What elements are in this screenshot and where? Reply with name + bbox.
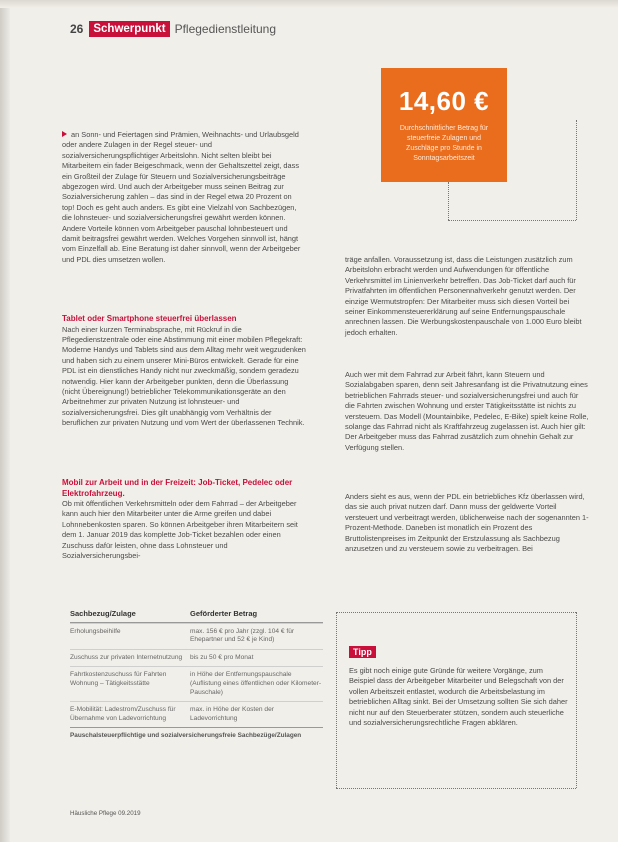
right-paragraph-1: träge anfallen. Voraussetzung ist, dass die Leistungen zusätzlich zum Arbeitslohn erbracht werden und Aufwendungen für öffentliche Verkehrsmittel im Linienverkehr betreffen. Das Job-Ticket darf auch für Privatfahrten im öffentlichen Personennahverkehr genutzt werden. Der einzige Wermutstropfen: Der Mitarbeiter muss sich diesen Vorteil bei seiner Einkommensteuererklärung auf seine Entfernungspauschale anrechnen lassen. Die Werbungskostenpauschale von 1.000 Euro bleibt jedoch erhalten. <box>345 255 582 337</box>
table-cell-amount: bis zu 50 € pro Monat <box>190 653 254 661</box>
dotted-connector-horizontal <box>448 220 576 221</box>
page-edge-shadow <box>0 0 10 842</box>
table-cell-amount: in Höhe der Entfernungspauschale (Auflistung eines öffentlichen oder Kilometer-Pauschale) <box>190 671 322 696</box>
table-row <box>70 649 323 667</box>
left-column <box>62 130 306 265</box>
page-number: 26 <box>70 22 84 36</box>
table-row <box>70 666 323 701</box>
tip-box-border-bottom <box>336 788 576 789</box>
table-cell-benefit: Erholungsbeihilfe <box>70 627 121 635</box>
table-cell-benefit: Fahrtkostenzuschuss für Fahrten Wohnung – Tätigkeitsstätte <box>70 671 167 687</box>
benefits-table <box>70 606 323 739</box>
price-highlight-box <box>381 68 507 182</box>
tip-text: Es gibt noch einige gute Gründe für weitere Vorgänge, zum Beispiel dass der Arbeitgeber Mitarbeiter und Belegschaft von der vollen Arbeitszeit entlastet, wodurch die Arbeitsbelastung im betrieblichen Alltag sinkt. Bei der Umsetzung sollten Sie sich daher nicht nur auf den Steuerberater stützen, sondern auch steuerliche und sozialversicherungsrechtliche Fragen abklären. <box>349 666 568 728</box>
page-footer: Häusliche Pflege 09.2019 <box>70 810 141 817</box>
right-column-section-2 <box>345 370 589 453</box>
right-paragraph-2: Auch wer mit dem Fahrrad zur Arbeit fährt, kann Steuern und Sozialabgaben sparen, denn seit Jahresanfang ist die Privatnutzung eines betrieblichen Fahrrads steuer- und sozialversicherungsfrei und auch für die Fahrten zwischen Wohnung und erster Tätigkeitsstätte ist nichts zu versteuern. Das Modell (Mountainbike, Pedelec, E-Bike) spielt keine Rolle, solange das Fahrrad nicht als Kraftfahrzeug zugelassen ist. Auch hier gilt: Der Arbeitgeber muss das Fahrrad zusätzlich zum ohnehin Gehalt zur Verfügung stellen. <box>345 370 589 452</box>
left-paragraph-3: Ob mit öffentlichen Verkehrsmitteln oder dem Fahrrad – der Arbeitgeber kann auch hier den Mitarbeiter unter die Arme greifen und dabei Lohnnebenkosten sparen. So können Arbeitgeber ihren Mitarbeitern seit dem 1. Januar 2019 das komplette Job-Ticket bezahlen oder einen Zuschuss dafür leisten, ohne dass Lohnsteuer und Sozialversicherungsbei- <box>62 499 298 561</box>
price-value: 14,60 € <box>398 86 490 116</box>
table-header-benefit: Sachbezug/Zulage <box>70 609 136 618</box>
right-column <box>345 255 589 338</box>
dotted-connector-vertical <box>448 182 449 220</box>
tip-box-border-left <box>336 612 337 788</box>
tip-box-border-top <box>336 612 576 613</box>
right-column-section-3 <box>345 492 589 554</box>
dotted-connector-right <box>576 120 577 220</box>
table-cell-benefit: E-Mobilität: Ladestrom/Zuschuss für Übernahme von Ladevorrichtung <box>70 706 176 722</box>
right-paragraph-3: Anders sieht es aus, wenn der PDL ein betriebliches Kfz überlassen wird, das sie auch privat nutzen darf. Dann muss der geldwerte Vorteil versteuert und verbeitragt werden, üblicherweise nach der sogenannten 1-Prozent-Methode. Daneben ist monatlich ein Prozent des Bruttolistenpreises im Zeitpunkt der Erstzulassung als Sachbezug anzusetzen und zu versteuern sowie zu verbeitragen. Bei <box>345 492 589 554</box>
tip-box-border-right <box>576 612 577 788</box>
section-title: Pflegedienstleitung <box>174 22 276 36</box>
subhead-tablet: Tablet oder Smartphone steuerfrei überlassen <box>62 314 237 323</box>
section-tag: Schwerpunkt <box>89 21 169 37</box>
table-cell-amount: max. in Höhe der Kosten der Ladevorrichtung <box>190 706 274 722</box>
left-column-section-2 <box>62 314 306 429</box>
table-header-row <box>70 606 323 623</box>
price-description: Durchschnittlicher Betrag für steuerfreie Zulagen und Zuschläge pro Stunde in Sonntagsarbeitszeit <box>399 125 489 162</box>
table-cell-amount: max. 156 € pro Jahr (zzgl. 104 € für Ehepartner und 52 € je Kind) <box>190 627 295 644</box>
left-paragraph-2: Nach einer kurzen Terminabsprache, mit Rückruf in die Pflegedienstzentrale oder eine Abstimmung mit einer mobilen Pflegekraft: Moderne Handys und Tablets sind aus dem Alltag mehr weit wegzudenken und haben sich zu einem unserer Mini-Büros entwickelt. Gerade für eine PDL ist ein dienstliches Handy nicht nur zweckmäßig, sondern geradezu notwendig. Hier kann der Arbeitgeber punkten, denn die Überlassung (nicht Übereignung!) betrieblicher Telekommunikationsgeräte an den Arbeitnehmer zur privaten Nutzung ist lohnsteuer- und sozialversicherungsfrei. Dies gilt unabhängig vom Verhältnis der beruflichen zur privaten Nutzung und vom Wert der überlassenen Technik. <box>62 324 306 428</box>
subhead-mobility: Mobil zur Arbeit und in der Freizeit: Job-Ticket, Pedelec oder Elektrofahrzeug. <box>62 478 293 498</box>
table-row <box>70 623 323 649</box>
page-top-edge <box>0 0 618 8</box>
tip-title: Tipp <box>349 646 376 658</box>
page-header <box>70 21 276 37</box>
table-row <box>70 701 323 727</box>
table-header-amount: Geförderter Betrag <box>190 609 258 618</box>
left-paragraph-1: an Sonn- und Feiertagen sind Prämien, Weihnachts- und Urlaubsgeld oder andere Zulagen in der Regel steuer- und sozialversicherungspflichtiger Arbeitslohn. Nicht selten bleibt bei Mitarbeitern ein fader Beigeschmack, wenn der Gehaltszettel zeigt, dass ein Großteil der Zulage für Steuern und Sozialversicherungsbeiträge abgezogen wird. Und auch der Arbeitgeber muss seinen Beitrag zur Sozialversicherung zahlen – das sind in der Regel etwa 20 Prozent on top! Doch es geht auch anders. Es gibt eine Vielzahl von Sachbezügen, die lohnsteuer- und sozialversicherungsfrei gewährt werden können. Andere Vorteile können vom Arbeitgeber pauschal lohnbesteuert und damit beitragsfrei gewährt werden. Welches Vorgehen sinnvoll ist, hängt vom Einzelfall ab. Eine Beratung ist daher sinnvoll, wenn der Arbeitgeber und PDL dies umsetzen wollen. <box>62 130 301 264</box>
left-column-section-3 <box>62 478 306 561</box>
table-cell-benefit: Zuschuss zur privaten Internetnutzung <box>70 653 183 661</box>
continuation-arrow-icon <box>62 131 67 137</box>
table-caption: Pauschalsteuerpflichtige und sozialversicherungsfreie Sachbezüge/Zulagen <box>70 727 323 739</box>
